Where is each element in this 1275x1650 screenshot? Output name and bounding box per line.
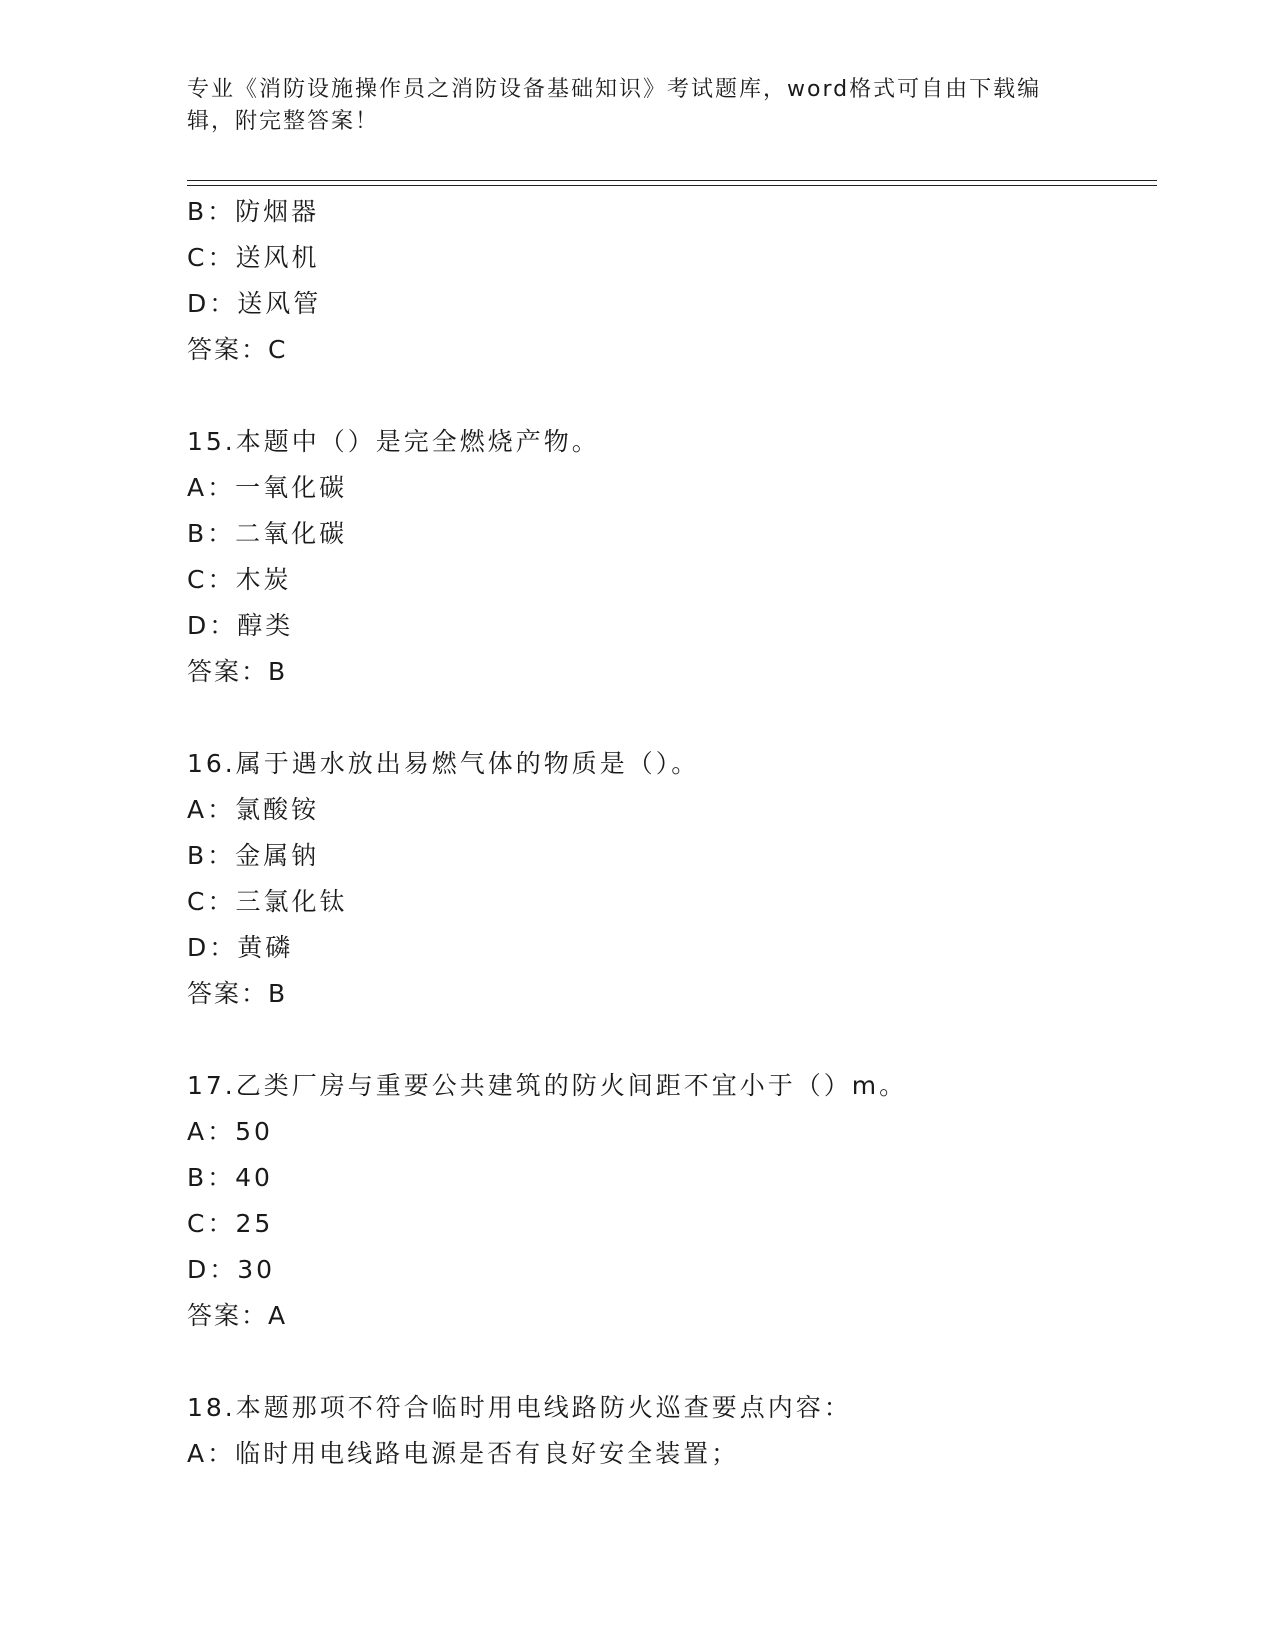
option-c: C：送风机	[187, 243, 320, 272]
answer-line: 答案：C	[187, 335, 288, 364]
option-a: A：一氧化碳	[187, 473, 348, 502]
header-divider-top	[187, 180, 1157, 181]
spacer	[187, 1017, 1157, 1063]
question-block-15	[187, 419, 1157, 695]
question-block-16	[187, 741, 1157, 1017]
option-d: D：30	[187, 1255, 276, 1284]
option-c: C：三氯化钛	[187, 887, 348, 916]
question-stem: 17.乙类厂房与重要公共建筑的防火间距不宜小于（）m。	[187, 1071, 908, 1100]
spacer	[187, 373, 1157, 419]
spacer	[187, 695, 1157, 741]
option-d: D：黄磷	[187, 933, 294, 962]
option-a: A：氯酸铵	[187, 795, 320, 824]
question-block-14-partial	[187, 189, 1157, 373]
option-b: B：二氧化碳	[187, 519, 348, 548]
question-block-17	[187, 1063, 1157, 1339]
header-line-1: 专业《消防设施操作员之消防设备基础知识》考试题库，word格式可自由下载编	[187, 77, 1042, 102]
question-stem: 16.属于遇水放出易燃气体的物质是（）。	[187, 749, 700, 778]
option-d: D：醇类	[187, 611, 294, 640]
option-c: C：木炭	[187, 565, 292, 594]
answer-line: 答案：B	[187, 979, 288, 1008]
question-list	[187, 189, 1157, 1477]
question-stem: 15.本题中（）是完全燃烧产物。	[187, 427, 600, 456]
option-a: A：临时用电线路电源是否有良好安全装置；	[187, 1439, 740, 1468]
option-a: A：50	[187, 1117, 273, 1146]
document-header	[187, 74, 1067, 138]
option-b: B：防烟器	[187, 197, 320, 226]
question-stem: 18.本题那项不符合临时用电线路防火巡查要点内容：	[187, 1393, 852, 1422]
spacer	[187, 1339, 1157, 1385]
answer-line: 答案：B	[187, 657, 288, 686]
option-c: C：25	[187, 1209, 274, 1238]
answer-line: 答案：A	[187, 1301, 288, 1330]
question-block-18	[187, 1385, 1157, 1477]
header-divider-bottom	[187, 185, 1157, 186]
option-b: B：金属钠	[187, 841, 320, 870]
header-line-2: 辑，附完整答案！	[187, 109, 380, 134]
option-b: B：40	[187, 1163, 273, 1192]
option-d: D：送风管	[187, 289, 322, 318]
